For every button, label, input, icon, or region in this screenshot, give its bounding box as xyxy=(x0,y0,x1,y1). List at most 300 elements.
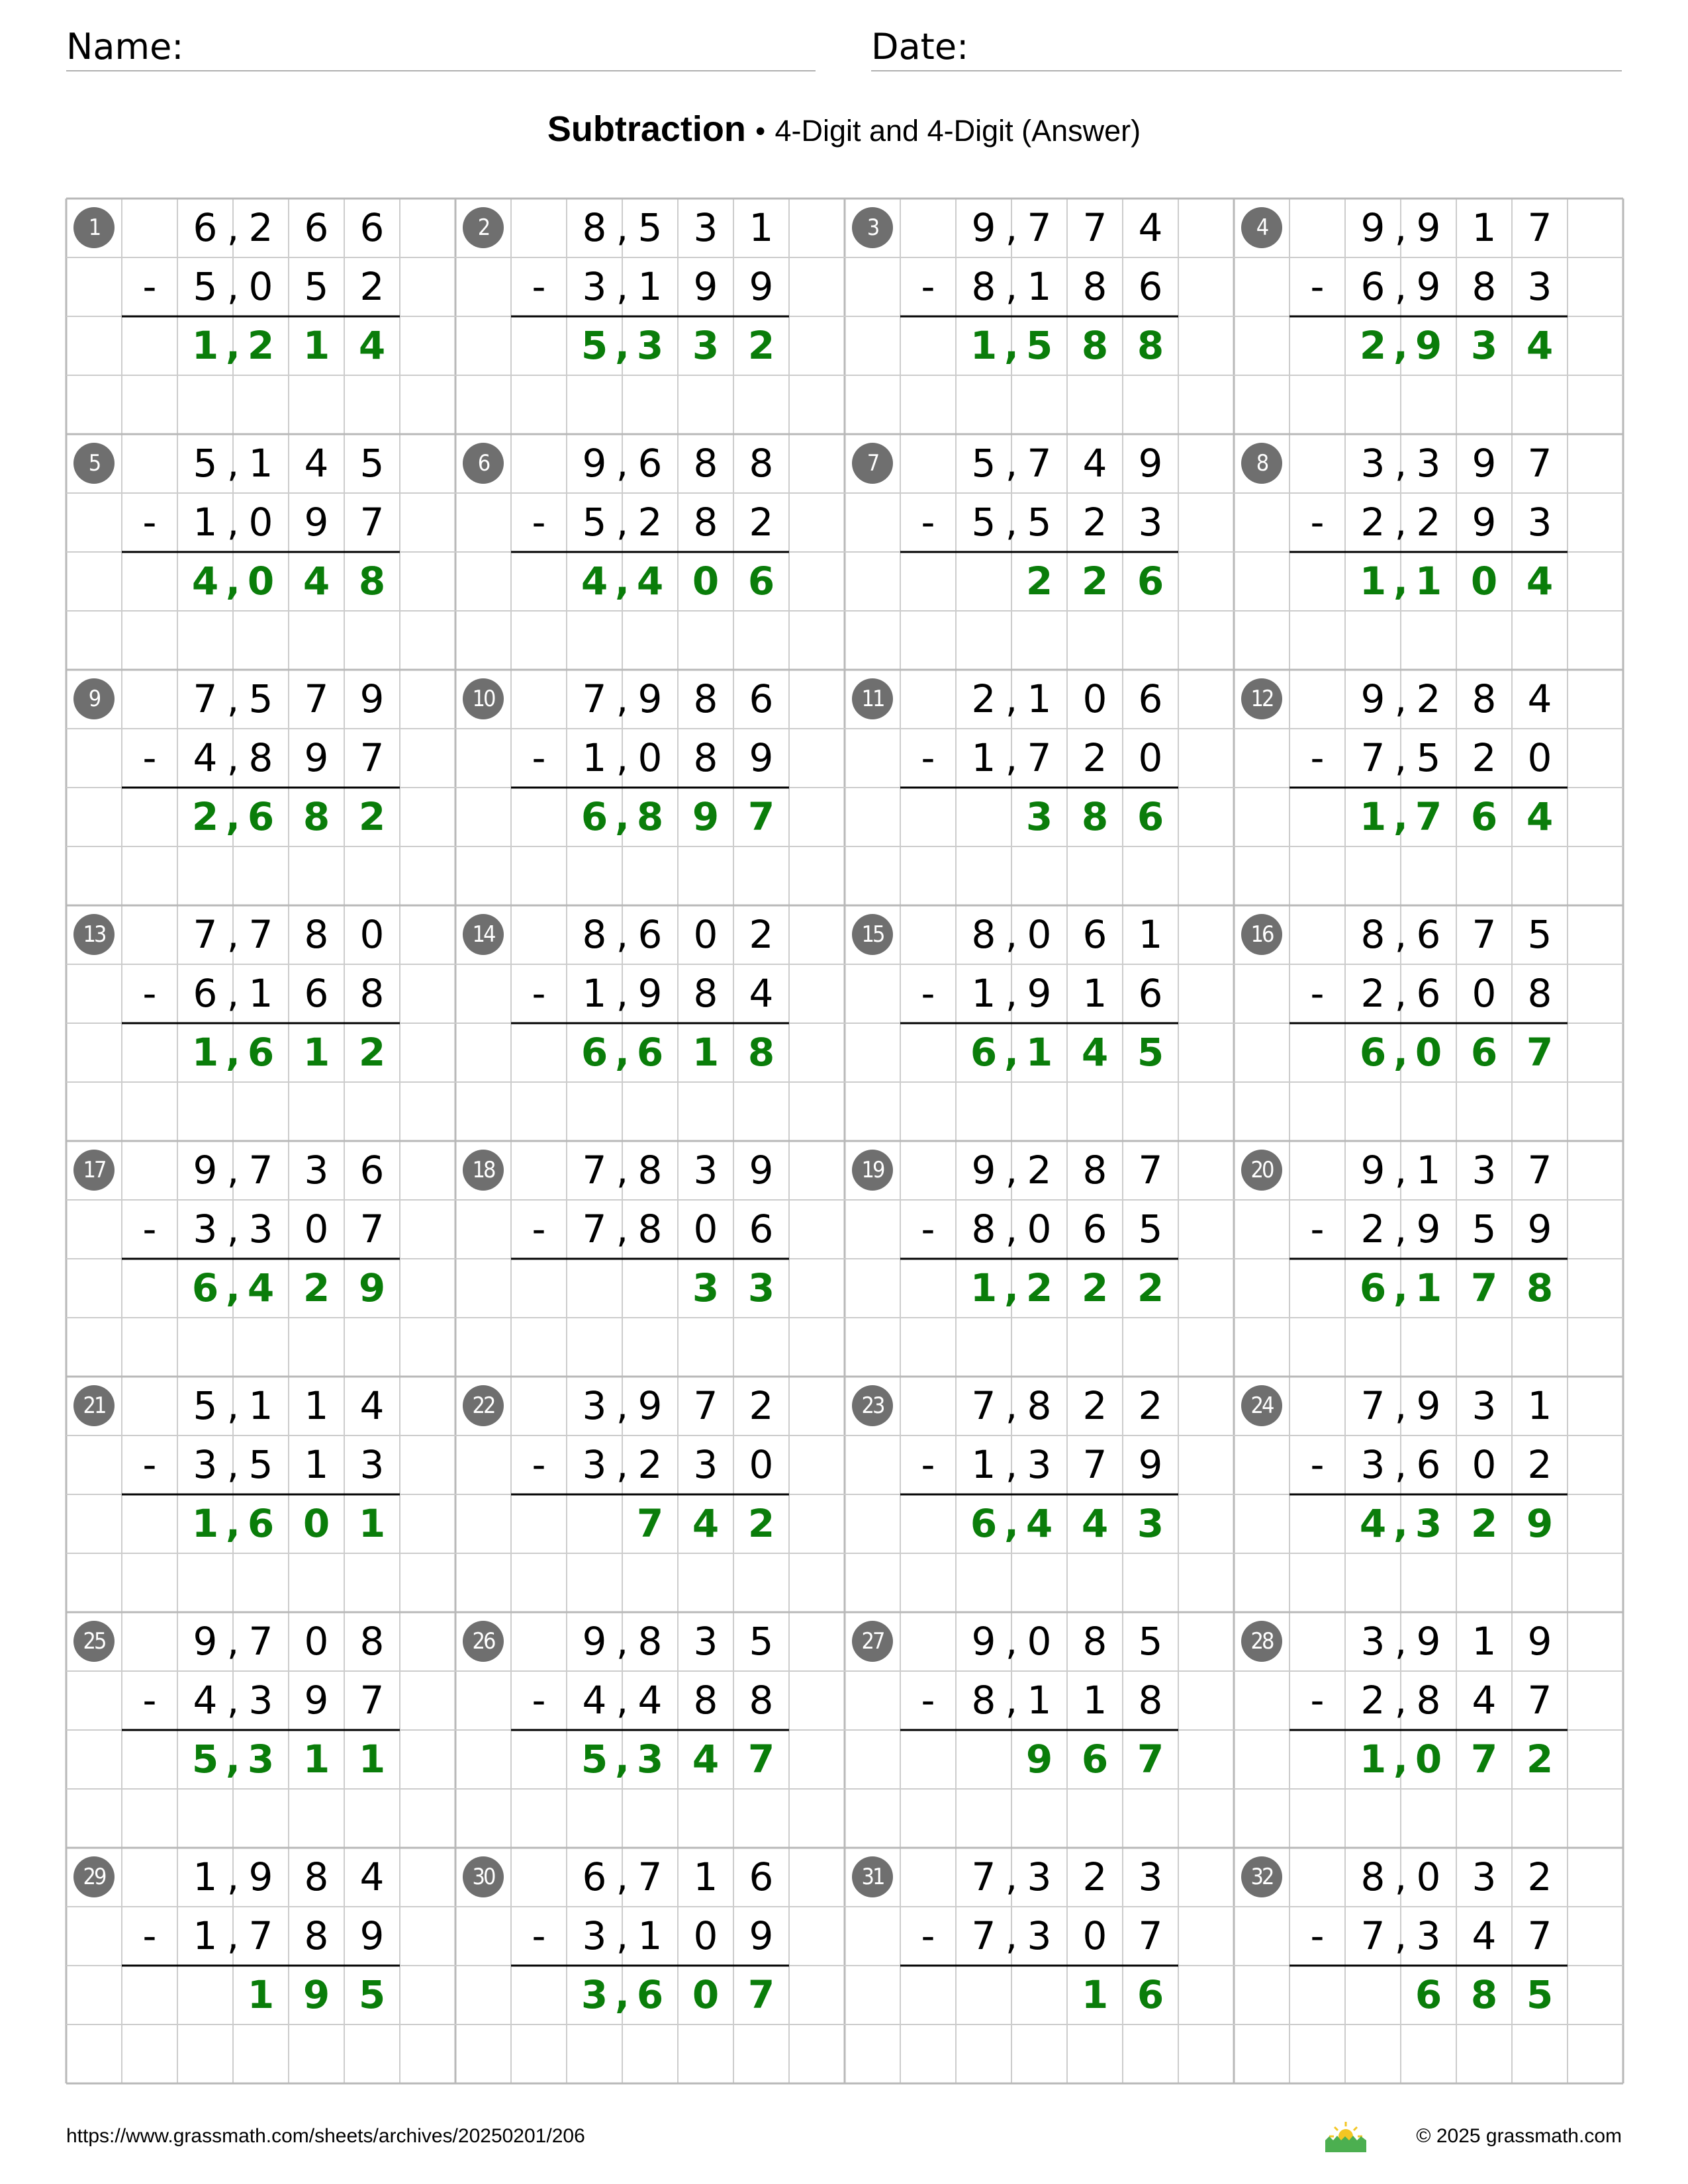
subtrahend-digit: 4 xyxy=(582,1678,607,1723)
minus-sign: - xyxy=(532,264,546,309)
answer-digit: 9 xyxy=(1526,1501,1554,1546)
answer-digit: 2 xyxy=(1526,1737,1554,1782)
subtrahend-comma: , xyxy=(1005,735,1018,780)
minuend-digit: 3 xyxy=(693,1148,718,1193)
title-subtitle: 4-Digit and 4-Digit (Answer) xyxy=(774,114,1141,148)
subtrahend-digit: 9 xyxy=(304,735,329,780)
minuend-comma: , xyxy=(1005,1854,1018,1899)
subtrahend-digit: 1 xyxy=(193,1913,218,1958)
minus-sign: - xyxy=(532,500,546,545)
subtrahend-digit: 4 xyxy=(1472,1913,1497,1958)
answer-comma: , xyxy=(1393,559,1409,604)
subtrahend-digit: 9 xyxy=(1027,971,1052,1016)
subtrahend-digit: 0 xyxy=(248,500,273,545)
minuend-digit: 8 xyxy=(1360,1854,1385,1899)
minuend-digit: 7 xyxy=(1027,205,1052,250)
answer-digit: 3 xyxy=(636,1737,664,1782)
minuend-digit: 8 xyxy=(749,441,774,486)
minuend-digit: 4 xyxy=(1138,205,1163,250)
minuend-digit: 9 xyxy=(1527,1619,1552,1664)
answer-digit: 4 xyxy=(636,559,664,604)
answer-digit: 1 xyxy=(1359,794,1387,839)
subtrahend-digit: 9 xyxy=(1416,1206,1441,1251)
minuend-digit: 1 xyxy=(193,1854,218,1899)
subtrahend-digit: 5 xyxy=(304,264,329,309)
subtrahend-digit: 9 xyxy=(359,1913,385,1958)
answer-digit: 4 xyxy=(692,1501,720,1546)
minuend-comma: , xyxy=(1005,912,1018,957)
subtrahend-digit: 5 xyxy=(1138,1206,1163,1251)
answer-comma: , xyxy=(1393,1737,1409,1782)
answer-digit: 1 xyxy=(303,323,330,368)
minuend-digit: 9 xyxy=(1472,441,1497,486)
minuend-digit: 1 xyxy=(1416,1148,1441,1193)
problem-number-badge: 20 xyxy=(1241,1150,1282,1191)
subtrahend-digit: 5 xyxy=(1416,735,1441,780)
minuend-digit: 2 xyxy=(1082,1854,1107,1899)
answer-comma: , xyxy=(614,559,630,604)
answer-digit: 2 xyxy=(303,1265,330,1310)
subtrahend-digit: 5 xyxy=(582,500,607,545)
subtrahend-digit: 7 xyxy=(359,1678,385,1723)
minuend-digit: 6 xyxy=(359,205,385,250)
minuend-comma: , xyxy=(1005,205,1018,250)
minus-sign: - xyxy=(1310,735,1325,780)
minuend-digit: 7 xyxy=(1472,912,1497,957)
minus-sign: - xyxy=(142,1442,157,1487)
minuend-digit: 5 xyxy=(193,1383,218,1428)
answer-digit: 3 xyxy=(692,323,720,368)
subtrahend-comma: , xyxy=(226,500,240,545)
minuend-digit: 9 xyxy=(1138,441,1163,486)
answer-digit: 6 xyxy=(970,1030,998,1075)
subtrahend-digit: 1 xyxy=(1027,1678,1052,1723)
subtrahend-digit: 7 xyxy=(1527,1913,1552,1958)
answer-digit: 8 xyxy=(1526,1265,1554,1310)
minuend-digit: 3 xyxy=(582,1383,607,1428)
minuend-digit: 8 xyxy=(1472,676,1497,721)
subtrahend-digit: 7 xyxy=(582,1206,607,1251)
minuend-digit: 7 xyxy=(248,912,273,957)
subtrahend-comma: , xyxy=(1394,735,1407,780)
minus-sign: - xyxy=(532,1678,546,1723)
minuend-digit: 6 xyxy=(1138,676,1163,721)
minuend-digit: 8 xyxy=(971,912,996,957)
subtrahend-digit: 3 xyxy=(193,1442,218,1487)
subtrahend-digit: 9 xyxy=(637,971,663,1016)
problem-number-badge: 30 xyxy=(463,1856,504,1897)
answer-digit: 6 xyxy=(247,1501,275,1546)
answer-digit: 2 xyxy=(1359,323,1387,368)
answer-digit: 4 xyxy=(1081,1030,1109,1075)
answer-digit: 2 xyxy=(358,1030,386,1075)
minuend-digit: 4 xyxy=(1082,441,1107,486)
minuend-digit: 8 xyxy=(304,912,329,957)
date-field[interactable] xyxy=(871,20,1622,71)
minuend-digit: 6 xyxy=(304,205,329,250)
title-main: Subtraction xyxy=(547,109,746,149)
minuend-comma: , xyxy=(226,1854,240,1899)
minuend-digit: 8 xyxy=(693,676,718,721)
name-label: Name: xyxy=(66,26,184,68)
minuend-digit: 5 xyxy=(248,676,273,721)
answer-digit: 4 xyxy=(692,1737,720,1782)
subtrahend-comma: , xyxy=(1394,1206,1407,1251)
minuend-digit: 9 xyxy=(971,1148,996,1193)
problem-number-badge: 13 xyxy=(73,914,115,955)
subtrahend-comma: , xyxy=(1005,1206,1018,1251)
subtrahend-digit: 5 xyxy=(971,500,996,545)
minuend-digit: 8 xyxy=(1082,1619,1107,1664)
minuend-digit: 2 xyxy=(1416,676,1441,721)
minuend-digit: 9 xyxy=(1416,205,1441,250)
minuend-digit: 2 xyxy=(749,1383,774,1428)
minuend-digit: 6 xyxy=(637,912,663,957)
minuend-digit: 2 xyxy=(248,205,273,250)
minuend-comma: , xyxy=(616,676,629,721)
minus-sign: - xyxy=(1310,1913,1325,1958)
minuend-comma: , xyxy=(226,1619,240,1664)
minus-sign: - xyxy=(1310,971,1325,1016)
minuend-digit: 7 xyxy=(193,676,218,721)
minuend-digit: 7 xyxy=(1527,1148,1552,1193)
subtrahend-digit: 1 xyxy=(971,971,996,1016)
minuend-digit: 4 xyxy=(1527,676,1552,721)
minuend-digit: 0 xyxy=(304,1619,329,1664)
minuend-digit: 9 xyxy=(1360,1148,1385,1193)
minuend-digit: 7 xyxy=(1027,441,1052,486)
minuend-digit: 7 xyxy=(971,1854,996,1899)
problem-number-badge: 12 xyxy=(1241,678,1282,719)
subtrahend-digit: 2 xyxy=(1082,500,1107,545)
subtrahend-digit: 2 xyxy=(1082,735,1107,780)
answer-digit: 5 xyxy=(1137,1030,1164,1075)
minuend-comma: , xyxy=(1005,1383,1018,1428)
subtrahend-digit: 9 xyxy=(749,264,774,309)
subtrahend-digit: 3 xyxy=(1027,1442,1052,1487)
answer-digit: 6 xyxy=(581,1030,608,1075)
subtrahend-digit: 4 xyxy=(193,735,218,780)
problem-number-badge: 6 xyxy=(463,443,504,484)
minuend-digit: 3 xyxy=(304,1148,329,1193)
subtrahend-digit: 3 xyxy=(1138,500,1163,545)
answer-digit: 5 xyxy=(191,1737,219,1782)
answer-digit: 4 xyxy=(1526,794,1554,839)
answer-digit: 3 xyxy=(1415,1501,1442,1546)
problem-number-badge: 8 xyxy=(1241,443,1282,484)
subtrahend-digit: 8 xyxy=(1138,1678,1163,1723)
minuend-digit: 7 xyxy=(1527,441,1552,486)
minuend-digit: 7 xyxy=(248,1148,273,1193)
subtrahend-digit: 0 xyxy=(1138,735,1163,780)
minuend-comma: , xyxy=(1005,1619,1018,1664)
subtrahend-digit: 2 xyxy=(1472,735,1497,780)
answer-digit: 6 xyxy=(247,794,275,839)
subtrahend-comma: , xyxy=(226,735,240,780)
answer-digit: 4 xyxy=(1526,559,1554,604)
minuend-digit: 3 xyxy=(1416,441,1441,486)
minus-sign: - xyxy=(921,735,935,780)
subtrahend-digit: 3 xyxy=(582,1442,607,1487)
minuend-comma: , xyxy=(226,1148,240,1193)
subtrahend-digit: 6 xyxy=(1416,971,1441,1016)
answer-digit: 7 xyxy=(747,794,775,839)
subtrahend-digit: 7 xyxy=(359,500,385,545)
minuend-digit: 7 xyxy=(248,1619,273,1664)
problem-number-badge: 26 xyxy=(463,1621,504,1662)
subtrahend-digit: 0 xyxy=(304,1206,329,1251)
minuend-digit: 3 xyxy=(1360,1619,1385,1664)
problem-number-badge: 23 xyxy=(852,1385,893,1426)
minuend-digit: 8 xyxy=(359,1619,385,1664)
subtrahend-comma: , xyxy=(226,971,240,1016)
name-field[interactable] xyxy=(66,20,816,71)
answer-digit: 4 xyxy=(358,323,386,368)
answer-digit: 1 xyxy=(1359,559,1387,604)
subtrahend-digit: 6 xyxy=(1416,1442,1441,1487)
answer-digit: 3 xyxy=(1025,794,1053,839)
minuend-digit: 9 xyxy=(582,441,607,486)
subtrahend-digit: 1 xyxy=(637,264,663,309)
minuend-comma: , xyxy=(226,912,240,957)
minuend-digit: 8 xyxy=(1027,1383,1052,1428)
subtrahend-digit: 8 xyxy=(1082,264,1107,309)
minuend-digit: 7 xyxy=(971,1383,996,1428)
answer-digit: 7 xyxy=(1470,1737,1498,1782)
answer-digit: 7 xyxy=(1137,1737,1164,1782)
subtrahend-digit: 8 xyxy=(693,1678,718,1723)
subtrahend-comma: , xyxy=(1394,971,1407,1016)
minus-sign: - xyxy=(1310,1442,1325,1487)
answer-comma: , xyxy=(614,323,630,368)
answer-digit: 1 xyxy=(692,1030,720,1075)
answer-digit: 6 xyxy=(636,1972,664,2017)
subtrahend-comma: , xyxy=(616,1913,629,1958)
answer-digit: 8 xyxy=(1470,1972,1498,2017)
answer-digit: 4 xyxy=(247,1265,275,1310)
minuend-digit: 9 xyxy=(193,1148,218,1193)
answer-digit: 2 xyxy=(1137,1265,1164,1310)
minuend-digit: 0 xyxy=(359,912,385,957)
problem-number-badge: 24 xyxy=(1241,1385,1282,1426)
minuend-comma: , xyxy=(1394,205,1407,250)
subtrahend-digit: 9 xyxy=(749,1913,774,1958)
problem-number-badge: 11 xyxy=(852,678,893,719)
answer-comma: , xyxy=(225,559,241,604)
answer-comma: , xyxy=(614,794,630,839)
answer-digit: 1 xyxy=(1415,1265,1442,1310)
minuend-digit: 9 xyxy=(1416,1619,1441,1664)
answer-comma: , xyxy=(1004,323,1019,368)
subtrahend-digit: 9 xyxy=(693,264,718,309)
minuend-comma: , xyxy=(616,441,629,486)
subtrahend-digit: 8 xyxy=(1527,971,1552,1016)
subtrahend-digit: 3 xyxy=(248,1206,273,1251)
answer-digit: 8 xyxy=(1081,323,1109,368)
answer-digit: 9 xyxy=(1415,323,1442,368)
answer-digit: 1 xyxy=(970,323,998,368)
subtrahend-digit: 7 xyxy=(1138,1913,1163,1958)
subtrahend-digit: 0 xyxy=(693,1913,718,1958)
problem-number-badge: 27 xyxy=(852,1621,893,1662)
problem-number-badge: 28 xyxy=(1241,1621,1282,1662)
minuend-comma: , xyxy=(1005,1148,1018,1193)
answer-digit: 6 xyxy=(1137,1972,1164,2017)
minuend-digit: 2 xyxy=(1527,1854,1552,1899)
answer-digit: 1 xyxy=(358,1737,386,1782)
subtrahend-digit: 1 xyxy=(1082,1678,1107,1723)
minuend-comma: , xyxy=(1394,676,1407,721)
minuend-digit: 1 xyxy=(248,1383,273,1428)
answer-digit: 8 xyxy=(358,559,386,604)
answer-digit: 4 xyxy=(1025,1501,1053,1546)
answer-digit: 7 xyxy=(747,1972,775,2017)
subtrahend-digit: 8 xyxy=(971,1206,996,1251)
answer-digit: 6 xyxy=(1415,1972,1442,2017)
minus-sign: - xyxy=(142,1206,157,1251)
answer-digit: 1 xyxy=(1359,1737,1387,1782)
minuend-digit: 6 xyxy=(1416,912,1441,957)
problem-number-badge: 4 xyxy=(1241,207,1282,248)
minuend-digit: 7 xyxy=(1138,1148,1163,1193)
subtrahend-digit: 3 xyxy=(193,1206,218,1251)
answer-digit: 1 xyxy=(191,323,219,368)
minuend-digit: 9 xyxy=(637,1383,663,1428)
answer-digit: 7 xyxy=(747,1737,775,1782)
answer-comma: , xyxy=(614,1972,630,2017)
minus-sign: - xyxy=(1310,264,1325,309)
minuend-digit: 9 xyxy=(1416,1383,1441,1428)
answer-digit: 0 xyxy=(692,559,720,604)
answer-comma: , xyxy=(225,1501,241,1546)
minuend-digit: 7 xyxy=(637,1854,663,1899)
minus-sign: - xyxy=(1310,1206,1325,1251)
answer-digit: 3 xyxy=(1137,1501,1164,1546)
subtrahend-digit: 6 xyxy=(1138,264,1163,309)
subtrahend-digit: 5 xyxy=(193,264,218,309)
subtrahend-comma: , xyxy=(1005,1913,1018,1958)
minus-sign: - xyxy=(921,500,935,545)
answer-digit: 6 xyxy=(636,1030,664,1075)
subtrahend-digit: 9 xyxy=(1416,264,1441,309)
subtrahend-digit: 1 xyxy=(637,1913,663,1958)
subtrahend-digit: 9 xyxy=(304,500,329,545)
minuend-digit: 1 xyxy=(749,205,774,250)
answer-digit: 3 xyxy=(636,323,664,368)
answer-digit: 0 xyxy=(1415,1030,1442,1075)
answer-digit: 6 xyxy=(1137,794,1164,839)
answer-digit: 1 xyxy=(358,1501,386,1546)
answer-digit: 1 xyxy=(1081,1972,1109,2017)
answer-digit: 6 xyxy=(1359,1030,1387,1075)
subtrahend-digit: 5 xyxy=(248,1442,273,1487)
minus-sign: - xyxy=(921,1913,935,1958)
problem-number-badge: 31 xyxy=(852,1856,893,1897)
minuend-digit: 9 xyxy=(971,205,996,250)
subtrahend-digit: 1 xyxy=(582,735,607,780)
minuend-digit: 1 xyxy=(304,1383,329,1428)
answer-digit: 6 xyxy=(1359,1265,1387,1310)
footer-url[interactable]: https://www.grassmath.com/sheets/archives/20250201/206 xyxy=(66,2125,585,2147)
subtrahend-digit: 0 xyxy=(1027,1206,1052,1251)
minuend-digit: 9 xyxy=(193,1619,218,1664)
subtrahend-digit: 0 xyxy=(1082,1913,1107,1958)
minus-sign: - xyxy=(532,1442,546,1487)
minuend-digit: 9 xyxy=(749,1148,774,1193)
minuend-digit: 5 xyxy=(637,205,663,250)
minus-sign: - xyxy=(142,1678,157,1723)
subtrahend-comma: , xyxy=(226,1913,240,1958)
minuend-digit: 3 xyxy=(1027,1854,1052,1899)
subtrahend-digit: 7 xyxy=(1360,735,1385,780)
subtrahend-digit: 8 xyxy=(637,1206,663,1251)
subtrahend-comma: , xyxy=(1005,264,1018,309)
problem-number-badge: 21 xyxy=(73,1385,115,1426)
minus-sign: - xyxy=(532,1206,546,1251)
subtrahend-comma: , xyxy=(616,971,629,1016)
answer-digit: 7 xyxy=(1415,794,1442,839)
subtrahend-digit: 2 xyxy=(637,1442,663,1487)
minuend-digit: 4 xyxy=(304,441,329,486)
subtrahend-digit: 2 xyxy=(1360,500,1385,545)
answer-digit: 1 xyxy=(970,1265,998,1310)
minus-sign: - xyxy=(921,264,935,309)
answer-digit: 1 xyxy=(1025,1030,1053,1075)
answer-digit: 4 xyxy=(1359,1501,1387,1546)
minus-sign: - xyxy=(142,971,157,1016)
minuend-digit: 8 xyxy=(637,1148,663,1193)
minuend-digit: 6 xyxy=(193,205,218,250)
minuend-comma: , xyxy=(226,676,240,721)
minuend-digit: 3 xyxy=(1472,1148,1497,1193)
answer-digit: 7 xyxy=(1470,1265,1498,1310)
minuend-digit: 1 xyxy=(1138,912,1163,957)
minuend-digit: 5 xyxy=(971,441,996,486)
subtrahend-comma: , xyxy=(616,1442,629,1487)
minuend-comma: , xyxy=(1394,1854,1407,1899)
subtrahend-digit: 7 xyxy=(971,1913,996,1958)
subtrahend-digit: 9 xyxy=(304,1678,329,1723)
answer-comma: , xyxy=(1393,323,1409,368)
minuend-digit: 1 xyxy=(1472,205,1497,250)
answer-digit: 2 xyxy=(358,794,386,839)
answer-digit: 0 xyxy=(247,559,275,604)
answer-digit: 2 xyxy=(247,323,275,368)
subtrahend-digit: 5 xyxy=(1472,1206,1497,1251)
answer-digit: 6 xyxy=(1470,794,1498,839)
problem-number-badge: 14 xyxy=(463,914,504,955)
subtrahend-comma: , xyxy=(226,264,240,309)
minuend-comma: , xyxy=(1394,1619,1407,1664)
answer-digit: 4 xyxy=(303,559,330,604)
problem-number-badge: 15 xyxy=(852,914,893,955)
subtrahend-digit: 0 xyxy=(248,264,273,309)
problem-number-badge: 10 xyxy=(463,678,504,719)
minus-sign: - xyxy=(921,1678,935,1723)
title-bullet: • xyxy=(752,117,769,148)
subtrahend-digit: 2 xyxy=(1416,500,1441,545)
minus-sign: - xyxy=(142,1913,157,1958)
minuend-digit: 2 xyxy=(971,676,996,721)
minuend-digit: 0 xyxy=(693,912,718,957)
problem-number-badge: 1 xyxy=(73,207,115,248)
minuend-digit: 7 xyxy=(304,676,329,721)
subtrahend-digit: 1 xyxy=(193,500,218,545)
subtrahend-digit: 7 xyxy=(1527,1678,1552,1723)
answer-digit: 0 xyxy=(692,1972,720,2017)
answer-digit: 5 xyxy=(581,323,608,368)
problem-number-badge: 3 xyxy=(852,207,893,248)
